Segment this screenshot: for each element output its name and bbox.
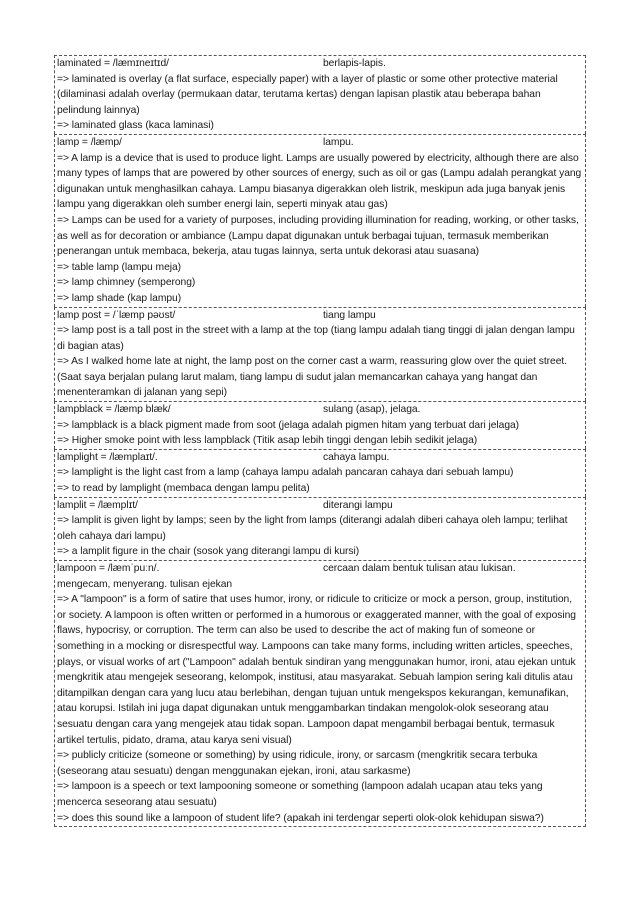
entry-term: laminated = /læmɪneɪtɪd/ (57, 58, 169, 69)
entry-line: => publicly criticize (someone or something) by using ridicule, irony, or sarcasm (mengkritik secara terbuka (seseorang atau sesuatu) dengan menggunakan ejekan, ironi, atau sarkasme) (57, 750, 538, 777)
entry-lampoon (54, 560, 586, 827)
entry-meaning: sulang (asap), jelaga. (323, 404, 421, 416)
entry-line: => lampoon is a speech or text lampooning someone or something (lampoon adalah ucapan atau teks yang mencerca seseorang atau sesuatu) (57, 781, 543, 808)
entry-line: => does this sound like a lampoon of student life? (apakah ini terdengar seperti olok-olok kehidupan siswa?) (57, 812, 544, 824)
entry-term: lamplight = /læmplaɪt/. (57, 451, 158, 463)
dictionary-document (54, 55, 586, 827)
entry-meaning: berlapis-lapis. (323, 58, 386, 69)
entry-lampblack (54, 401, 586, 449)
entry-line: => laminated glass (kaca laminasi) (57, 120, 214, 132)
entry-meaning: lampu. (323, 136, 354, 148)
entry-lamp-post (54, 307, 586, 402)
entry-term: lamplit = /læmplɪt/ (57, 499, 138, 511)
entry-line: => lamplight is the light cast from a lamp (cahaya lampu adalah pancaran cahaya dari sebuah lampu) (57, 467, 514, 479)
entry-line: => laminated is overlay (a flat surface, especially paper) with a layer of plastic or some other protective material (dilaminasi adalah overlay (permukaan datar, terutama kertas) dengan lapisan plastik atau beberapa bahan pelindung lainnya) (57, 73, 558, 116)
entry-lamp (54, 134, 586, 307)
entry-meaning: cercaan dalam bentuk tulisan atau lukisan. (323, 563, 516, 574)
entry-line: => lampblack is a black pigment made from soot (jelaga adalah pigmen hitam yang terbuat dari jelaga) (57, 419, 520, 431)
entry-line: => lamp post is a tall post in the street with a lamp at the top (tiang lampu adalah tiang tinggi di jalan dengan lampu di bagian atas) (57, 325, 575, 352)
entry-heading (57, 402, 583, 418)
entry-heading (57, 308, 583, 324)
entry-term: lampblack = /læmp blæk/ (57, 404, 171, 416)
entry-line: => Lamps can be used for a variety of purposes, including providing illumination for reading, working, or other tasks, as well as for decoration or ambiance (Lampu dapat digunakan untuk berbagai tujuan, termasuk memberikan penerangan untuk membaca, bekerja, atau tugas lainnya, serta untuk dekorasi atau suasana) (57, 214, 579, 258)
entry-line: => lamp shade (kap lampu) (57, 292, 182, 304)
entry-term: lamp post = /ˈlæmp pəʊst/ (57, 309, 176, 321)
entry-laminated (54, 55, 586, 134)
entry-line: => Higher smoke point with less lampblack (Titik asap lebih tinggi dengan lebih sedikit jelaga) (57, 435, 478, 447)
entry-heading (57, 561, 583, 577)
entry-heading (57, 135, 583, 151)
entry-line: mengecam, menyerang. tulisan ejekan (57, 578, 233, 590)
entry-term: lampoon = /læmˈpuːn/. (57, 563, 160, 574)
entry-heading (57, 450, 583, 466)
entry-heading (57, 498, 583, 514)
entry-line: => lamp chimney (semperong) (57, 277, 196, 289)
entry-lamplit (54, 497, 586, 560)
entry-line: => lamplit is given light by lamps; seen by the light from lamps (diterangi adalah diberi cahaya oleh lampu; terlihat oleh cahaya dari lampu) (57, 515, 568, 542)
entry-term: lamp = /læmp/ (57, 136, 122, 148)
entry-meaning: diterangi lampu (323, 499, 393, 511)
entry-line: => a lamplit figure in the chair (sosok yang diterangi lampu di kursi) (57, 546, 360, 558)
entry-line: => A lamp is a device that is used to produce light. Lamps are usually powered by electricity, although there are also many types of lamps that are powered by other sources of energy, such as oil or gas (Lampu adalah perangkat yang digunakan untuk menghasilkan cahaya. Lampu biasanya digerakkan oleh listrik, meskipun ada juga banyak jenis lampu yang digerakkan oleh sumber energi lain, seperti minyak atau gas) (57, 152, 582, 211)
entry-line: => table lamp (lampu meja) (57, 261, 182, 273)
entry-lamplight (54, 449, 586, 497)
entry-line: => to read by lamplight (membaca dengan lampu pelita) (57, 483, 310, 495)
entry-line: => A "lampoon" is a form of satire that uses humor, irony, or ridicule to criticize or mock a person, group, institution, or society. A lampoon is often written or performed in a humorous or exaggerated manner, with the goal of exposing flaws, hypocrisy, or corruption. The term can also be used to describe the act of making fun of someone or something in a mocking or disrespectful way. Lampoons can take many forms, including written articles, speeches, plays, or visual works of art ("Lampoon" adalah bentuk sindiran yang menggunakan humor, ironi, atau ejekan untuk mengkritik atau mengejek seseorang, kelompok, institusi, atau masyarakat. Sebuah lampion sering kali ditulis atau ditampilkan dengan cara yang lucu atau berlebihan, dengan tujuan untuk mengekspos kekurangan, kemunafikan, atau korupsi. Istilah ini juga dapat digunakan untuk menggambarkan tindakan mengolok-olok seseorang atau sesuatu dengan cara yang mengejek atau tidak sopan. Lampoon dapat mengambil berbagai bentuk, termasuk artikel tertulis, pidato, drama, atau karya seni visual) (57, 594, 576, 746)
entry-line: => As I walked home late at night, the lamp post on the corner cast a warm, reassuring glow over the quiet street. (Saat saya berjalan pulang larut malam, tiang lampu di sudut jalan memancarkan cahaya yang hangat dan menenteramkan di jalanan yang sepi) (57, 356, 567, 399)
entry-meaning: tiang lampu (323, 309, 376, 321)
entry-meaning: cahaya lampu. (323, 451, 390, 463)
entry-heading (57, 56, 583, 72)
